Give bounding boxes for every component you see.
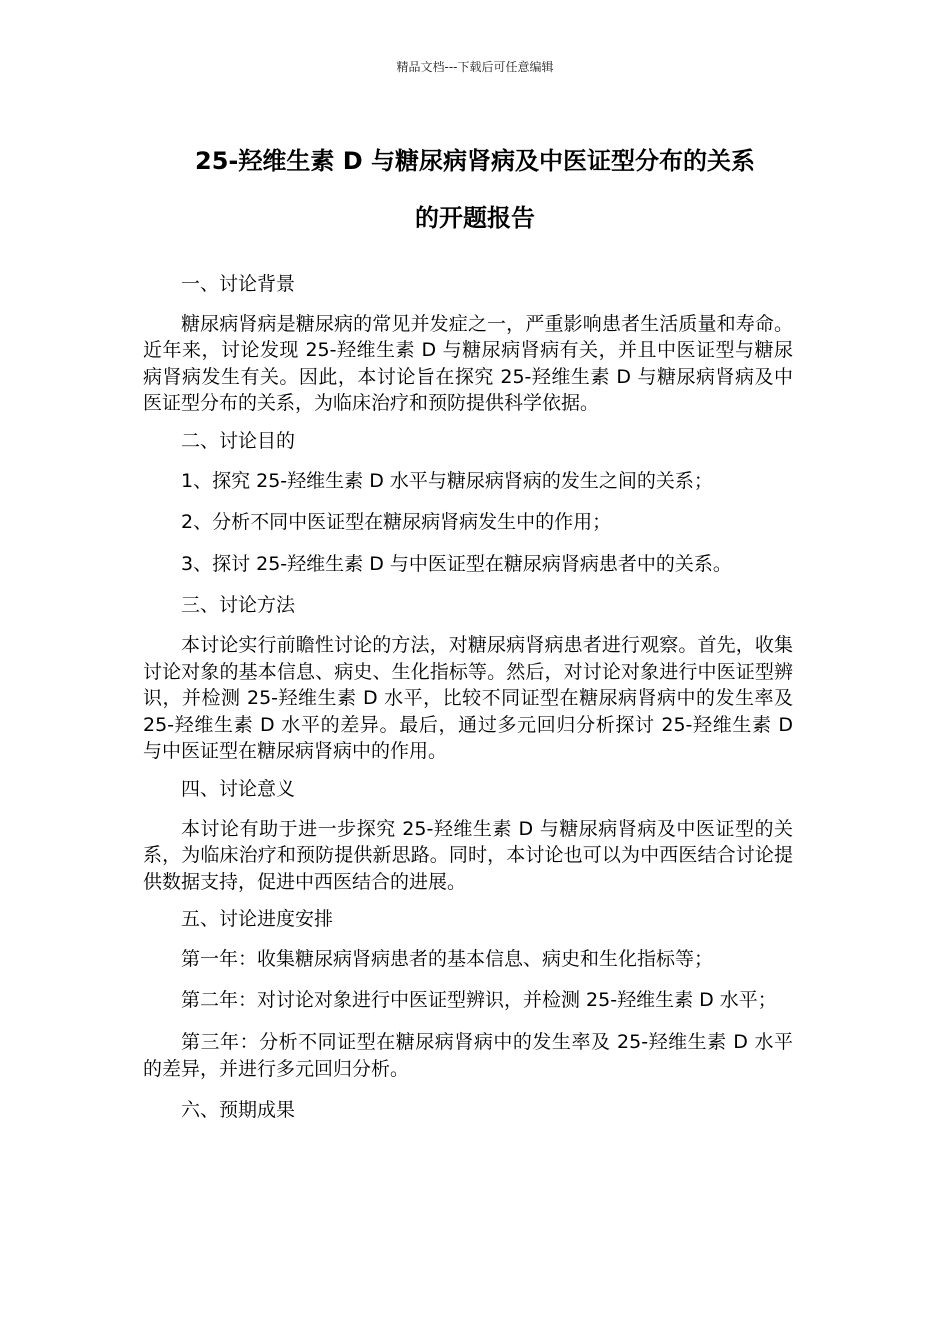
schedule-item: 第三年：分析不同证型在糖尿病肾病中的发生率及 25-羟维生素 D 水平的差异，并进行多元回归分析。: [143, 1031, 793, 1080]
section-heading-method: 三、讨论方法: [181, 594, 296, 617]
section-heading-background: 一、讨论背景: [181, 273, 296, 295]
document-title-line-2: 的开题报告: [415, 204, 535, 232]
section-heading-significance: 四、讨论意义: [181, 777, 296, 800]
paragraph-background: 糖尿病肾病是糖尿病的常见并发症之一，严重影响患者生活质量和寿命。近年来，讨论发现 25-羟维生素 D 与糖尿病肾病有关，并且中医证型与糖尿病肾病发生有关。因此，本讨论旨在探究 25-羟维生素 D 与糖尿病肾病及中医证型分布的关系，为临床治疗和预防提供科学依据。: [143, 312, 793, 415]
purpose-item: 3、探讨 25-羟维生素 D 与中医证型在糖尿病肾病患者中的关系。: [181, 552, 732, 575]
paragraph-significance: 本讨论有助于进一步探究 25-羟维生素 D 与糖尿病肾病及中医证型的关系，为临床治疗和预防提供新思路。同时，本讨论也可以为中西医结合讨论提供数据支持，促进中西医结合的进展。: [143, 817, 793, 893]
paragraph-method: 本讨论实行前瞻性讨论的方法，对糖尿病肾病患者进行观察。首先，收集讨论对象的基本信息、病史、生化指标等。然后，对讨论对象进行中医证型辨识，并检测 25-羟维生素 D 水平，比较不同证型在糖尿病肾病中的发生率及 25-羟维生素 D 水平的差异。最后，通过多元回归分析探讨 25-羟维生素 D 与中医证型在糖尿病肾病中的作用。: [143, 633, 793, 763]
section-heading-outcome: 六、预期成果: [181, 1099, 296, 1122]
section-heading-schedule: 五、讨论进度安排: [181, 908, 334, 931]
header-note: 精品文档---下载后可任意编辑: [396, 60, 554, 74]
section-heading-purpose: 二、讨论目的: [181, 429, 296, 452]
schedule-item: 第二年：对讨论对象进行中医证型辨识，并检测 25-羟维生素 D 水平；: [181, 989, 777, 1012]
purpose-item: 1、探究 25-羟维生素 D 水平与糖尿病肾病的发生之间的关系；: [181, 469, 713, 492]
document-body: [143, 271, 793, 1137]
schedule-item: 第一年：收集糖尿病肾病患者的基本信息、病史和生化指标等；: [181, 947, 714, 970]
purpose-item: 2、分析不同中医证型在糖尿病肾病发生中的作用；: [181, 511, 612, 534]
document-title-line-1: 25-羟维生素 D 与糖尿病肾病及中医证型分布的关系: [195, 147, 755, 175]
